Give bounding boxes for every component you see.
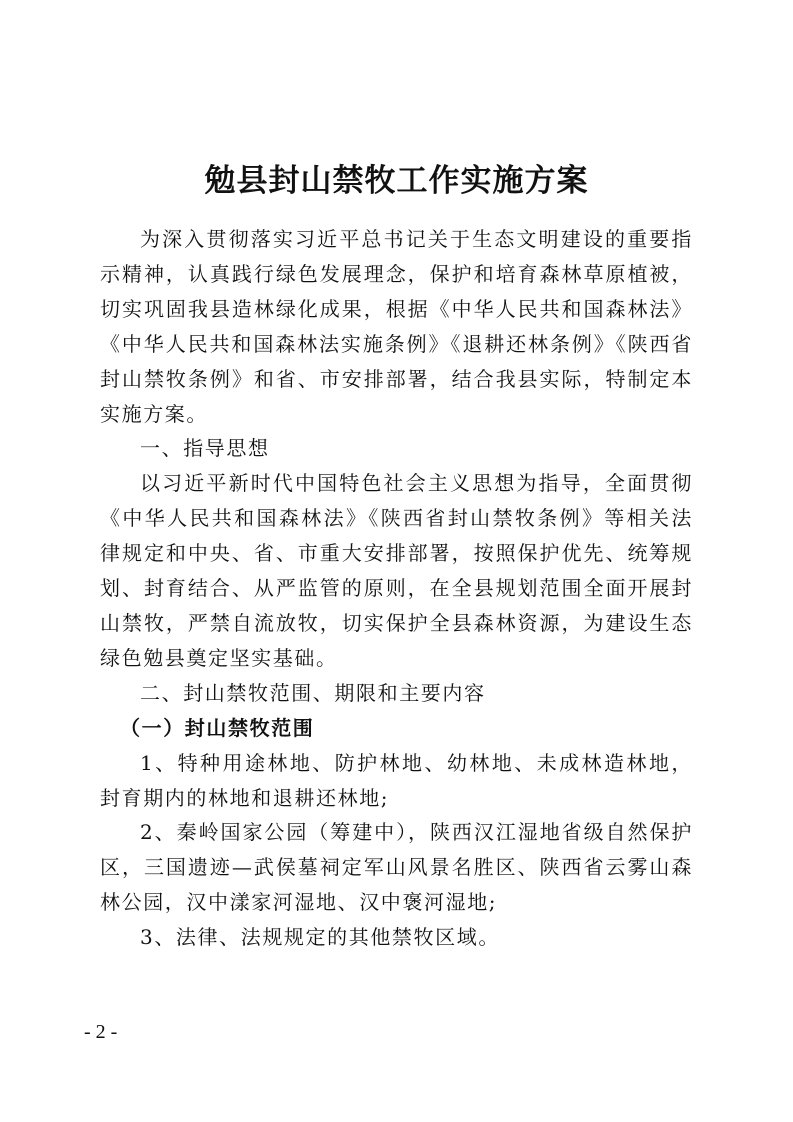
scope-item-1: 1、特种用途林地、防护林地、幼林地、未成林造林地，封育期内的林地和退耕还林地; xyxy=(100,750,693,810)
section-heading-scope: 二、封山禁牧范围、期限和主要内容 xyxy=(140,680,486,705)
document-body xyxy=(100,222,693,955)
intro-paragraph: 为深入贯彻落实习近平总书记关于生态文明建设的重要指示精神，认真践行绿色发展理念，保护和培育森林草原植被，切实巩固我县造林绿化成果，根据《中华人民共和国森林法》《中华人民共和国森林法实施条例》《退耕还林条例》《陕西省封山禁牧条例》和省、市安排部署，结合我县实际，特制定本实施方案。 xyxy=(100,227,693,426)
subsection-heading-scope: （一）封山禁牧范围 xyxy=(120,715,315,740)
document-title: 勉县封山禁牧工作实施方案 xyxy=(204,162,589,199)
section-heading-guiding-ideology: 一、指导思想 xyxy=(140,436,270,461)
guiding-ideology-paragraph: 以习近平新时代中国特色社会主义思想为指导，全面贯彻《中华人民共和国森林法》《陕西省封山禁牧条例》等相关法律规定和中央、省、市重大安排部署，按照保护优先、统筹规划、封育结合、从严监管的原则，在全县规划范围全面开展封山禁牧，严禁自流放牧，切实保护全县森林资源，为建设生态绿色勉县奠定坚实基础。 xyxy=(100,471,693,670)
page-number: - 2 - xyxy=(84,1021,118,1043)
scope-item-3: 3、法律、法规规定的其他禁牧区域。 xyxy=(140,925,500,950)
scope-item-2: 2、秦岭国家公园（筹建中），陕西汉江湿地省级自然保护区，三国遗迹—武侯墓祠定军山风景名胜区、陕西省云雾山森林公园，汉中漾家河湿地、汉中褒河湿地; xyxy=(100,820,693,915)
